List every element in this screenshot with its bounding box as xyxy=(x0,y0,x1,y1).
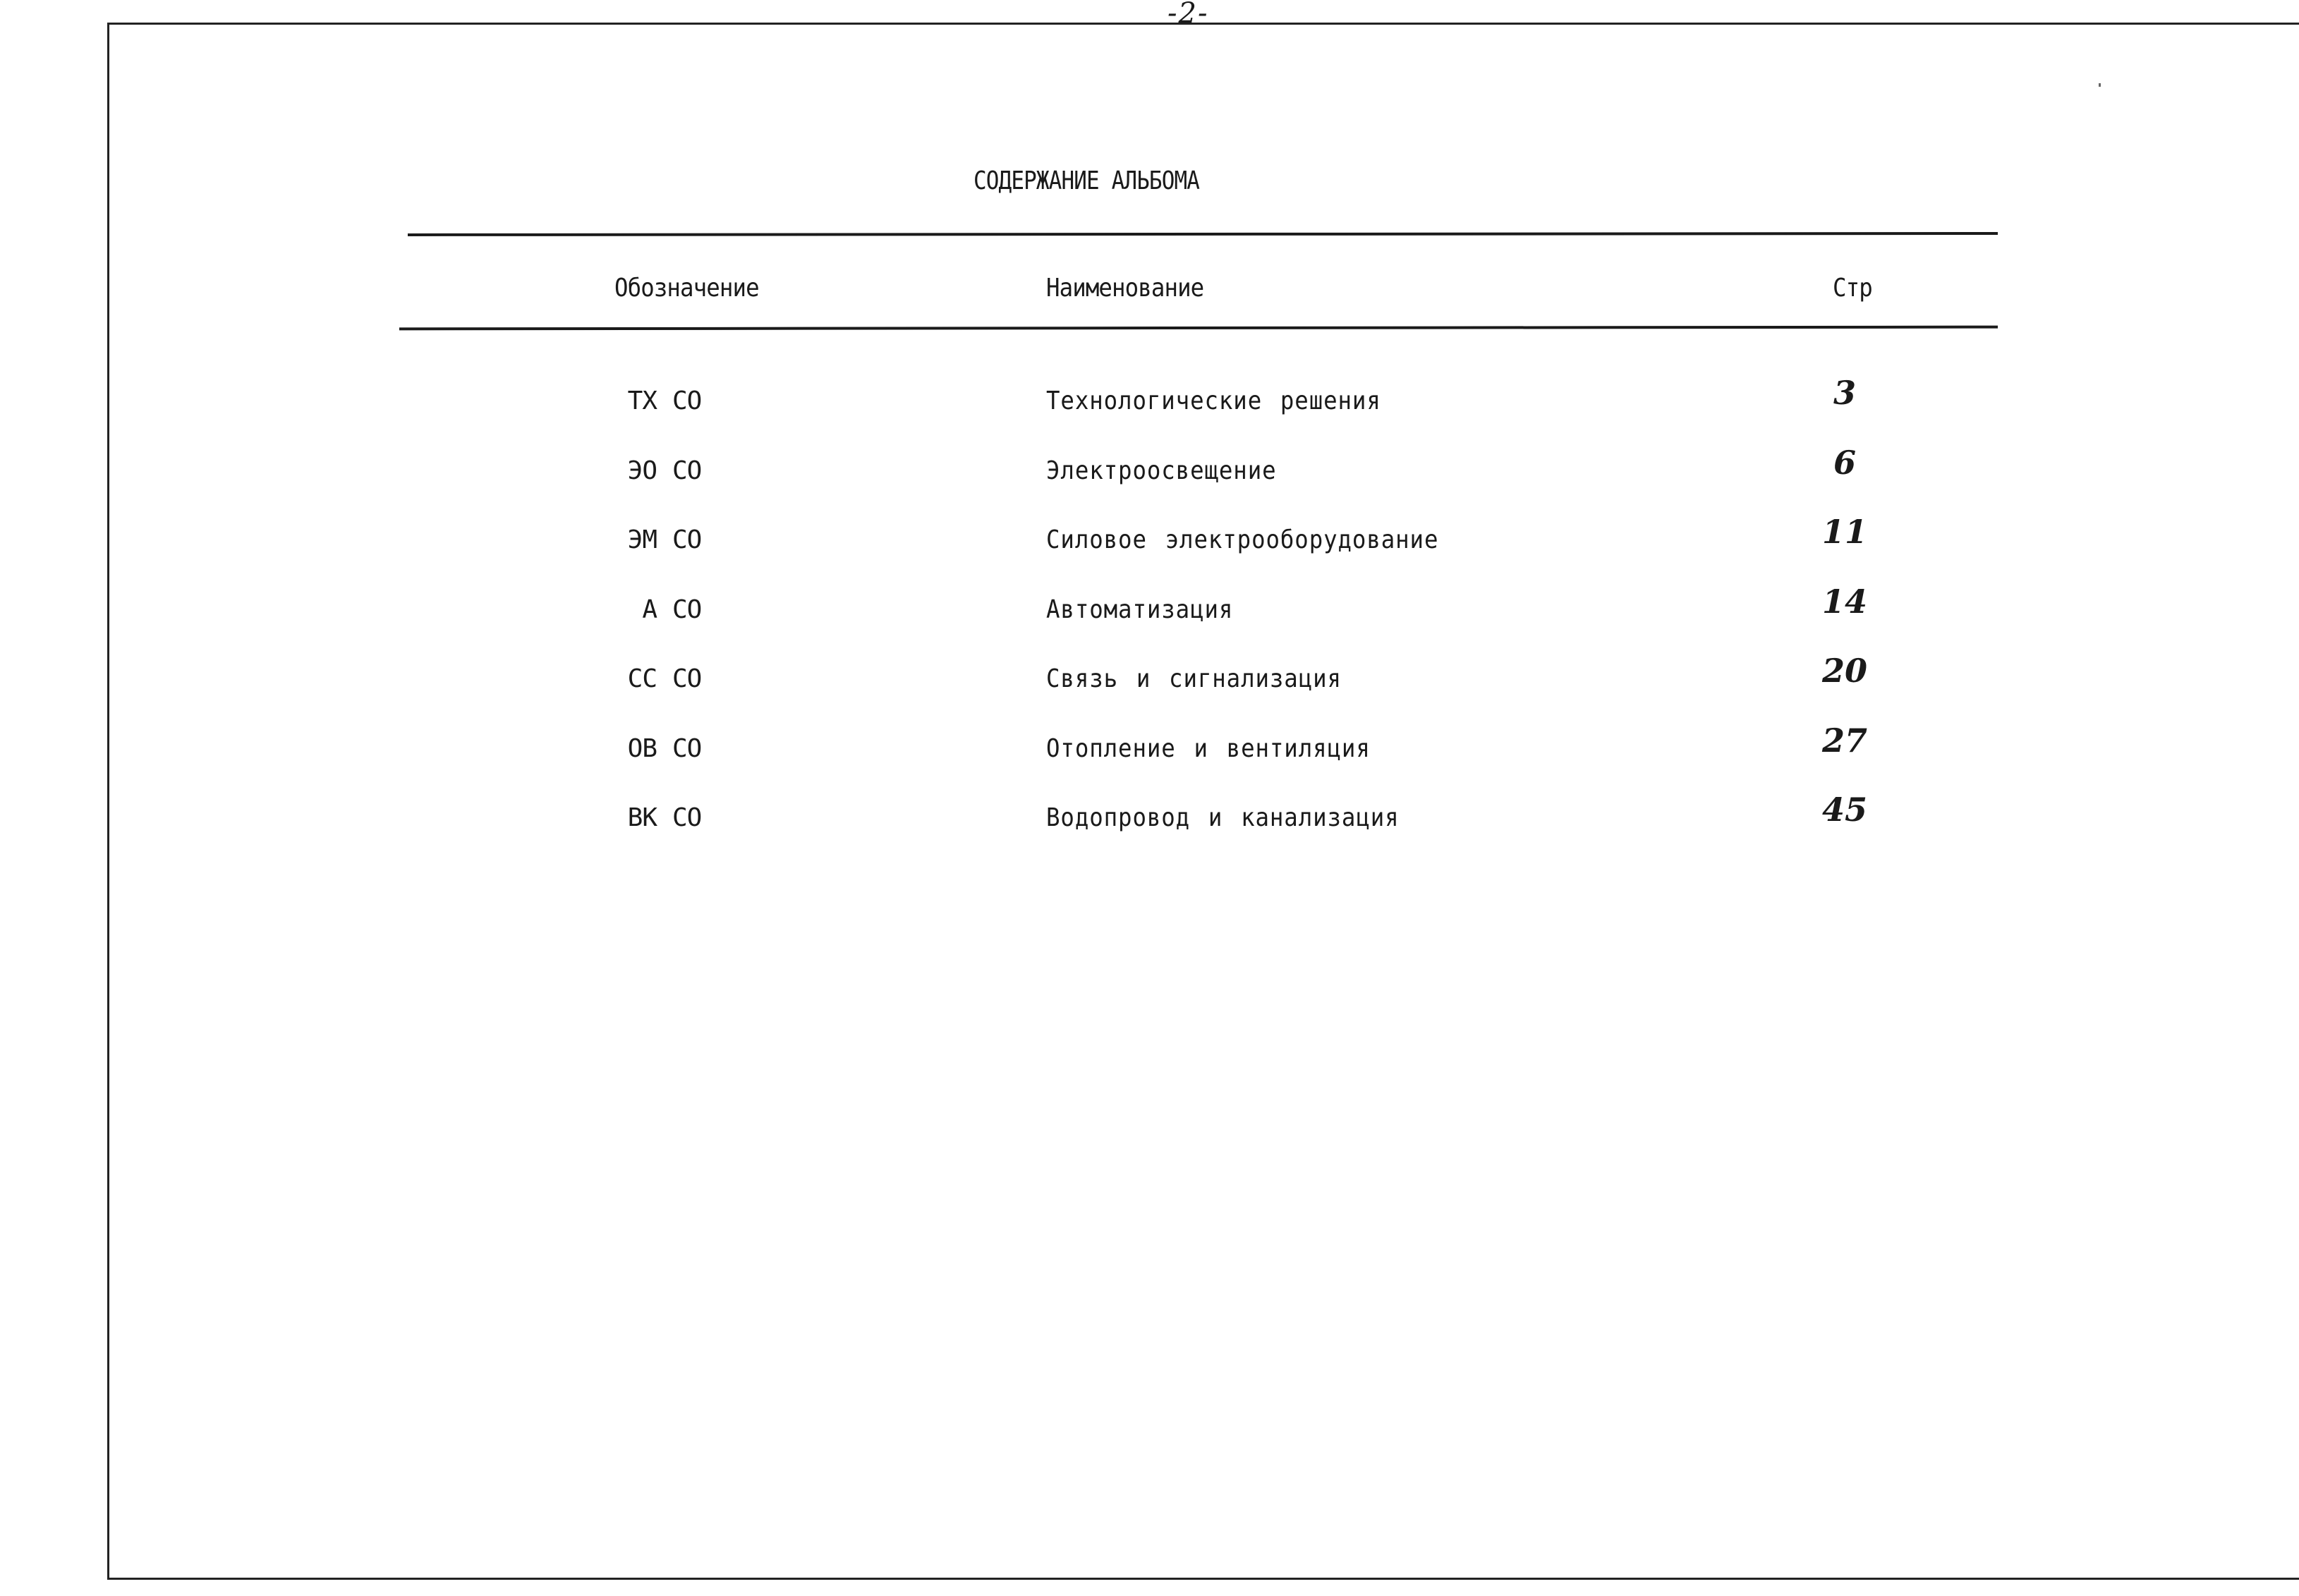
table-row xyxy=(0,513,2299,595)
row-name: Технологические решения xyxy=(1046,386,1381,415)
row-page: 6 xyxy=(1833,443,1856,482)
row-page: 14 xyxy=(1821,582,1867,621)
table-row xyxy=(0,582,2299,665)
row-designation xyxy=(614,803,713,832)
row-page: 11 xyxy=(1821,513,1867,551)
scan-speck xyxy=(2099,83,2101,87)
designation-suffix: СО xyxy=(672,386,702,415)
table-row xyxy=(0,652,2299,734)
row-designation xyxy=(614,525,713,554)
row-designation xyxy=(614,734,713,763)
designation-prefix: А xyxy=(642,595,657,624)
designation-prefix: СС xyxy=(627,664,657,693)
designation-prefix: ВК xyxy=(627,803,657,832)
row-designation xyxy=(614,595,713,624)
table-row xyxy=(0,443,2299,526)
row-name: Связь и сигнализация xyxy=(1046,664,1342,693)
table-row xyxy=(0,791,2299,873)
row-designation xyxy=(614,664,713,693)
table-row xyxy=(0,374,2299,456)
designation-suffix: СО xyxy=(672,733,702,763)
designation-prefix: ОВ xyxy=(627,733,657,763)
album-contents-title: СОДЕРЖАНИЕ АЛЬБОМА xyxy=(973,166,1200,195)
header-designation: Обозначение xyxy=(614,274,759,303)
row-page: 27 xyxy=(1821,721,1867,760)
designation-prefix: ЭМ xyxy=(627,525,657,554)
page-number: -2- xyxy=(1167,0,1209,30)
designation-suffix: СО xyxy=(672,525,702,554)
row-name: Силовое электрооборудование xyxy=(1046,525,1439,554)
header-page: Стр xyxy=(1833,274,1872,303)
row-designation xyxy=(614,386,713,415)
header-name: Наименование xyxy=(1046,274,1204,303)
row-page: 3 xyxy=(1833,374,1856,412)
designation-prefix: ЭО xyxy=(627,456,657,485)
row-name: Автоматизация xyxy=(1046,595,1234,624)
designation-suffix: СО xyxy=(672,664,702,693)
row-name: Электроосвещение xyxy=(1046,456,1277,485)
row-page: 20 xyxy=(1821,652,1867,690)
row-designation xyxy=(614,456,713,485)
row-page: 45 xyxy=(1821,791,1867,829)
designation-suffix: СО xyxy=(672,456,702,485)
designation-suffix: СО xyxy=(672,595,702,624)
row-name: Водопровод и канализация xyxy=(1046,803,1400,832)
designation-prefix: ТХ xyxy=(627,386,657,415)
designation-suffix: СО xyxy=(672,803,702,832)
table-row xyxy=(0,721,2299,804)
row-name: Отопление и вентиляция xyxy=(1046,733,1371,763)
contents-table xyxy=(0,374,2299,873)
